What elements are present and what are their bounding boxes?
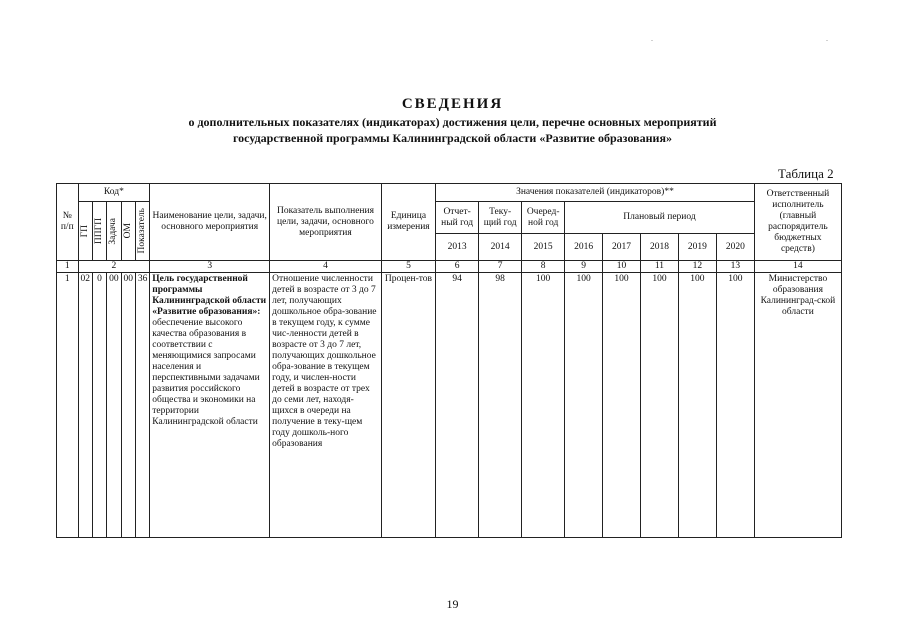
column-number: 10 <box>603 261 641 273</box>
column-number: 5 <box>381 261 435 273</box>
year-cell: 2015 <box>522 234 565 261</box>
col-header-responsible: Ответственный исполнитель (главный распорядитель бюджетных средств) <box>754 184 841 261</box>
year-cell: 2014 <box>479 234 522 261</box>
col-header-num: № п/п <box>57 184 79 261</box>
subtitle-line-1: о дополнительных показателях (индикаторах) достижения цели, перечне основных мероприятий <box>188 115 717 129</box>
col-header-code: Код* <box>78 184 150 202</box>
document-title: СВЕДЕНИЯ <box>401 96 504 112</box>
column-number: 7 <box>479 261 522 273</box>
column-number: 6 <box>436 261 479 273</box>
code-subcol-om: ОМ <box>121 202 135 261</box>
column-number: 12 <box>678 261 716 273</box>
col-header-current-year: Теку-щий год <box>479 202 522 234</box>
goal-name-bold: Цель государственной программы Калининградской области «Развитие образования»: <box>152 274 267 317</box>
column-number: 3 <box>150 261 270 273</box>
column-number: 4 <box>270 261 382 273</box>
year-cell: 2020 <box>716 234 754 261</box>
scan-speck: . <box>826 34 828 43</box>
year-cell: 2017 <box>603 234 641 261</box>
document-subtitle <box>0 114 905 146</box>
code-subcol-ppgp: ППГП <box>92 202 106 261</box>
code-subcol-task: Задача <box>107 202 121 261</box>
goal-name-text: обеспечение высокого качества образования в соответствии с меняющимися запросами населения и перспективными задачами развития российского общества и экономики на территории Калининградской области <box>152 318 260 427</box>
value-cell: 100 <box>565 273 603 538</box>
col-header-values: Значения показателей (индикаторов)** <box>436 184 755 202</box>
column-number: 2 <box>78 261 150 273</box>
code-subcol-gp: ГП <box>78 202 92 261</box>
column-number: 11 <box>641 261 679 273</box>
column-number: 1 <box>57 261 79 273</box>
column-number: 8 <box>522 261 565 273</box>
column-number: 14 <box>754 261 841 273</box>
goal-name-cell <box>150 273 270 538</box>
col-header-plan-period: Плановый период <box>565 202 755 234</box>
column-number: 13 <box>716 261 754 273</box>
scan-speck: . <box>651 34 653 43</box>
col-header-next-year: Очеред-ной год <box>522 202 565 234</box>
col-header-name: Наименование цели, задачи, основного мероприятия <box>150 184 270 261</box>
value-cell: 100 <box>641 273 679 538</box>
value-cell: 100 <box>678 273 716 538</box>
year-cell: 2019 <box>678 234 716 261</box>
subtitle-line-2: государственной программы Калининградской области «Развитие образования» <box>233 131 672 145</box>
col-header-unit: Единица измерения <box>381 184 435 261</box>
code-subcol-indicator: Показатель <box>135 202 149 261</box>
year-cell: 2018 <box>641 234 679 261</box>
indicators-table <box>56 183 842 538</box>
value-cell: 100 <box>716 273 754 538</box>
year-cell: 2016 <box>565 234 603 261</box>
code-om: 00 <box>121 273 135 538</box>
value-cell: 94 <box>436 273 479 538</box>
unit-text: Процен-тов <box>381 273 435 538</box>
indicator-text: Отношение численности детей в возрасте от 3 до 7 лет, получающих дошкольное обра-зование в текущем году, к сумме чис-ленности детей в возрасте от 3 до 7 лет, получающих дошкольное обра-зование в текущем году, и числен-ности детей в возрасте от трех до семи лет, находя-щихся в очереди на получение в теку-щем году дошколь-ного образования <box>270 273 382 538</box>
table-label: Таблица 2 <box>778 166 834 181</box>
col-header-report-year: Отчет-ный год <box>436 202 479 234</box>
year-cell: 2013 <box>436 234 479 261</box>
code-indicator: 36 <box>135 273 149 538</box>
row-number: 1 <box>57 273 79 538</box>
value-cell: 98 <box>479 273 522 538</box>
code-ppgp: 0 <box>92 273 106 538</box>
col-header-indicator: Показатель выполнения цели, задачи, основного мероприятия <box>270 184 382 261</box>
value-cell: 100 <box>522 273 565 538</box>
code-gp: 02 <box>78 273 92 538</box>
column-number: 9 <box>565 261 603 273</box>
table-row <box>57 273 842 538</box>
page-number: 19 <box>446 597 459 611</box>
value-cell: 100 <box>603 273 641 538</box>
responsible-text: Министерство образования Калининград-ской области <box>754 273 841 538</box>
code-task: 00 <box>107 273 121 538</box>
